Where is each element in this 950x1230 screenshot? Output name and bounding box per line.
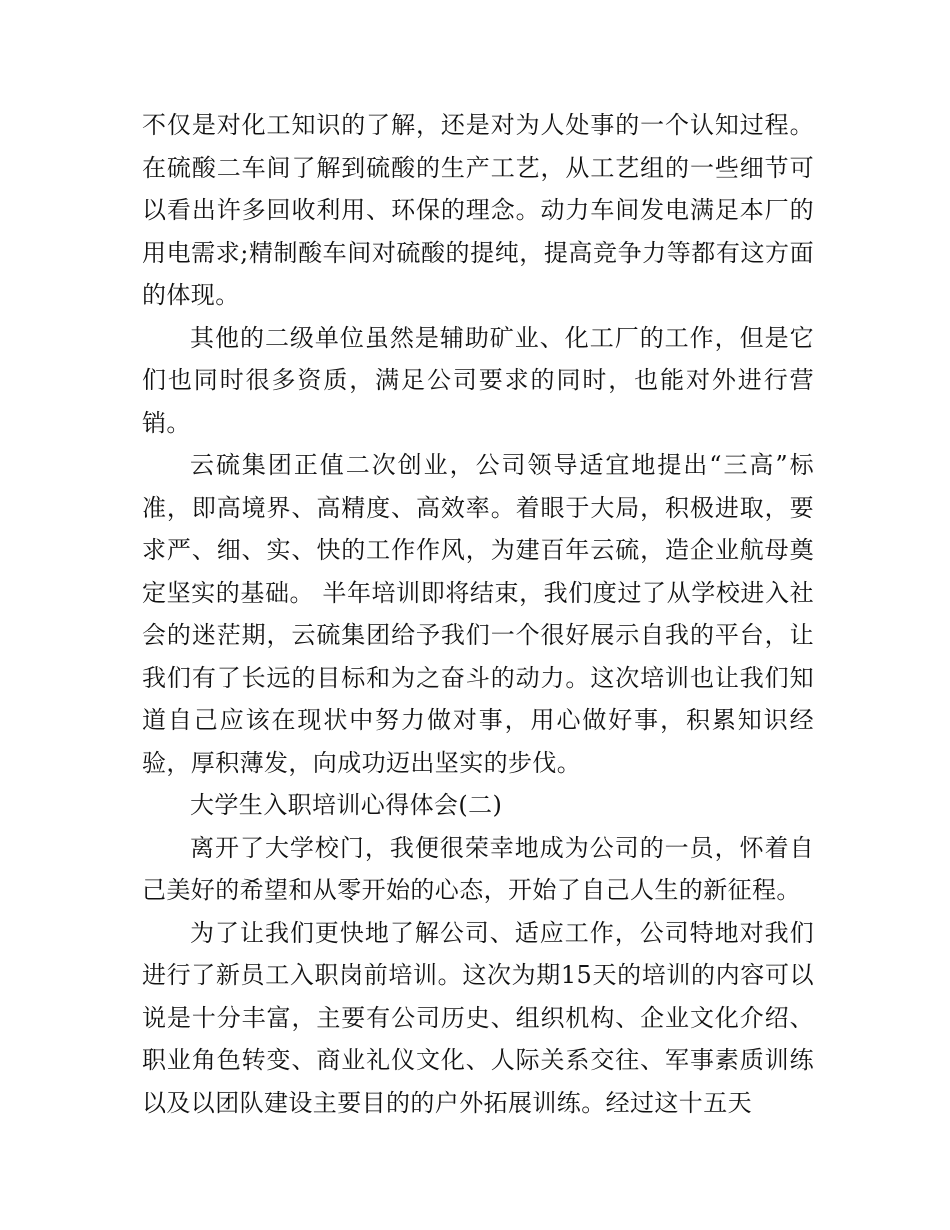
paragraph-3: 云硫集团正值二次创业，公司领导适宜地提出“三高”标准，即高境界、高精度、高效率。着眼于大局，积极进取，要求严、细、实、快的工作作风，为建百年云硫，造企业航母奠定坚实的基础。 半年培训即将结束，我们度过了从学校进入社会的迷茫期，云硫集团给予我们一个很好展示自我的平台，让我们有了长远的目标和为之奋斗的动力。这次培训也让我们知道自己应该在现状中努力做对事，用心做好事，积累知识经验，厚积薄发，向成功迈出坚实的步伐。: [142, 451, 814, 777]
paragraph-2: 其他的二级单位虽然是辅助矿业、化工厂的工作，但是它们也同时很多资质，满足公司要求的同时，也能对外进行营销。: [142, 323, 814, 437]
section-heading: 大学生入职培训心得体会(二): [190, 791, 503, 819]
paragraph-4: 离开了大学校门，我便很荣幸地成为公司的一员，怀着自己美好的希望和从零开始的心态，开始了自己人生的新征程。: [142, 833, 814, 904]
document-page: [142, 104, 814, 1124]
paragraph-1: 不仅是对化工知识的了解，还是对为人处事的一个认知过程。在硫酸二车间了解到硫酸的生产工艺，从工艺组的一些细节可以看出许多回收利用、环保的理念。动力车间发电满足本厂的用电需求;精制酸车间对硫酸的提纯，提高竞争力等都有这方面的体现。: [142, 111, 814, 309]
paragraph-5: 为了让我们更快地了解公司、适应工作，公司特地对我们进行了新员工入职岗前培训。这次为期15天的培训的内容可以说是十分丰富，主要有公司历史、组织机构、企业文化介绍、职业角色转变、商业礼仪文化、人际关系交往、军事素质训练以及以团队建设主要目的的户外拓展训练。经过这十五天: [142, 918, 814, 1117]
